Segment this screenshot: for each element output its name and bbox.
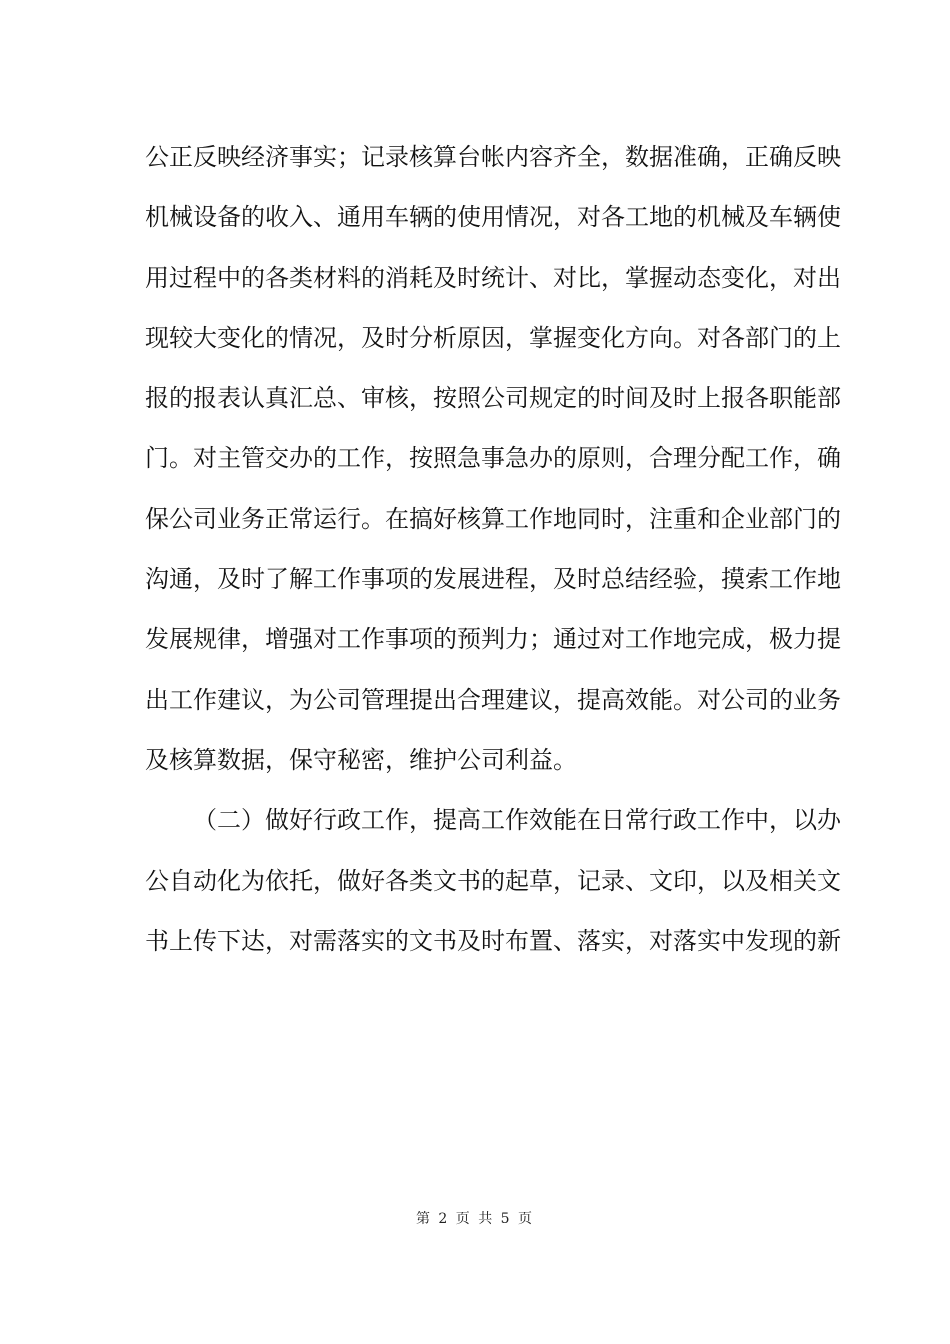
text-line: 书上传下达，对需落实的文书及时布置、落实，对落实中发现的新 bbox=[145, 926, 841, 955]
section-heading-line: （二）做好行政工作，提高工作效能在日常行政工作中，以办 bbox=[193, 806, 841, 835]
text-line: 门。对主管交办的工作，按照急事急办的原则，合理分配工作，确 bbox=[145, 444, 841, 473]
body-text bbox=[145, 137, 841, 981]
text-line: 现较大变化的情况，及时分析原因，掌握变化方向。对各部门的上 bbox=[145, 323, 841, 352]
text-line: 出工作建议，为公司管理提出合理建议，提高效能。对公司的业务 bbox=[145, 685, 841, 714]
text-line: 发展规律，增强对工作事项的预判力；通过对工作地完成，极力提 bbox=[145, 625, 841, 654]
text-line: 及核算数据，保守秘密，维护公司利益。 bbox=[145, 745, 577, 774]
text-line: 公自动化为依托，做好各类文书的起草，记录、文印，以及相关文 bbox=[145, 866, 841, 895]
text-line: 报的报表认真汇总、审核，按照公司规定的时间及时上报各职能部 bbox=[145, 384, 841, 413]
text-line: 机械设备的收入、通用车辆的使用情况，对各工地的机械及车辆使 bbox=[145, 203, 841, 232]
text-line: 用过程中的各类材料的消耗及时统计、对比，掌握动态变化，对出 bbox=[145, 263, 841, 292]
page-number-footer: 第 2 页 共 5 页 bbox=[415, 1211, 535, 1227]
text-line: 沟通，及时了解工作事项的发展进程，及时总结经验，摸索工作地 bbox=[145, 565, 841, 594]
text-line: 公正反映经济事实；记录核算台帐内容齐全，数据准确，正确反映 bbox=[145, 143, 841, 171]
text-line: 保公司业务正常运行。在搞好核算工作地同时，注重和企业部门的 bbox=[145, 504, 841, 533]
